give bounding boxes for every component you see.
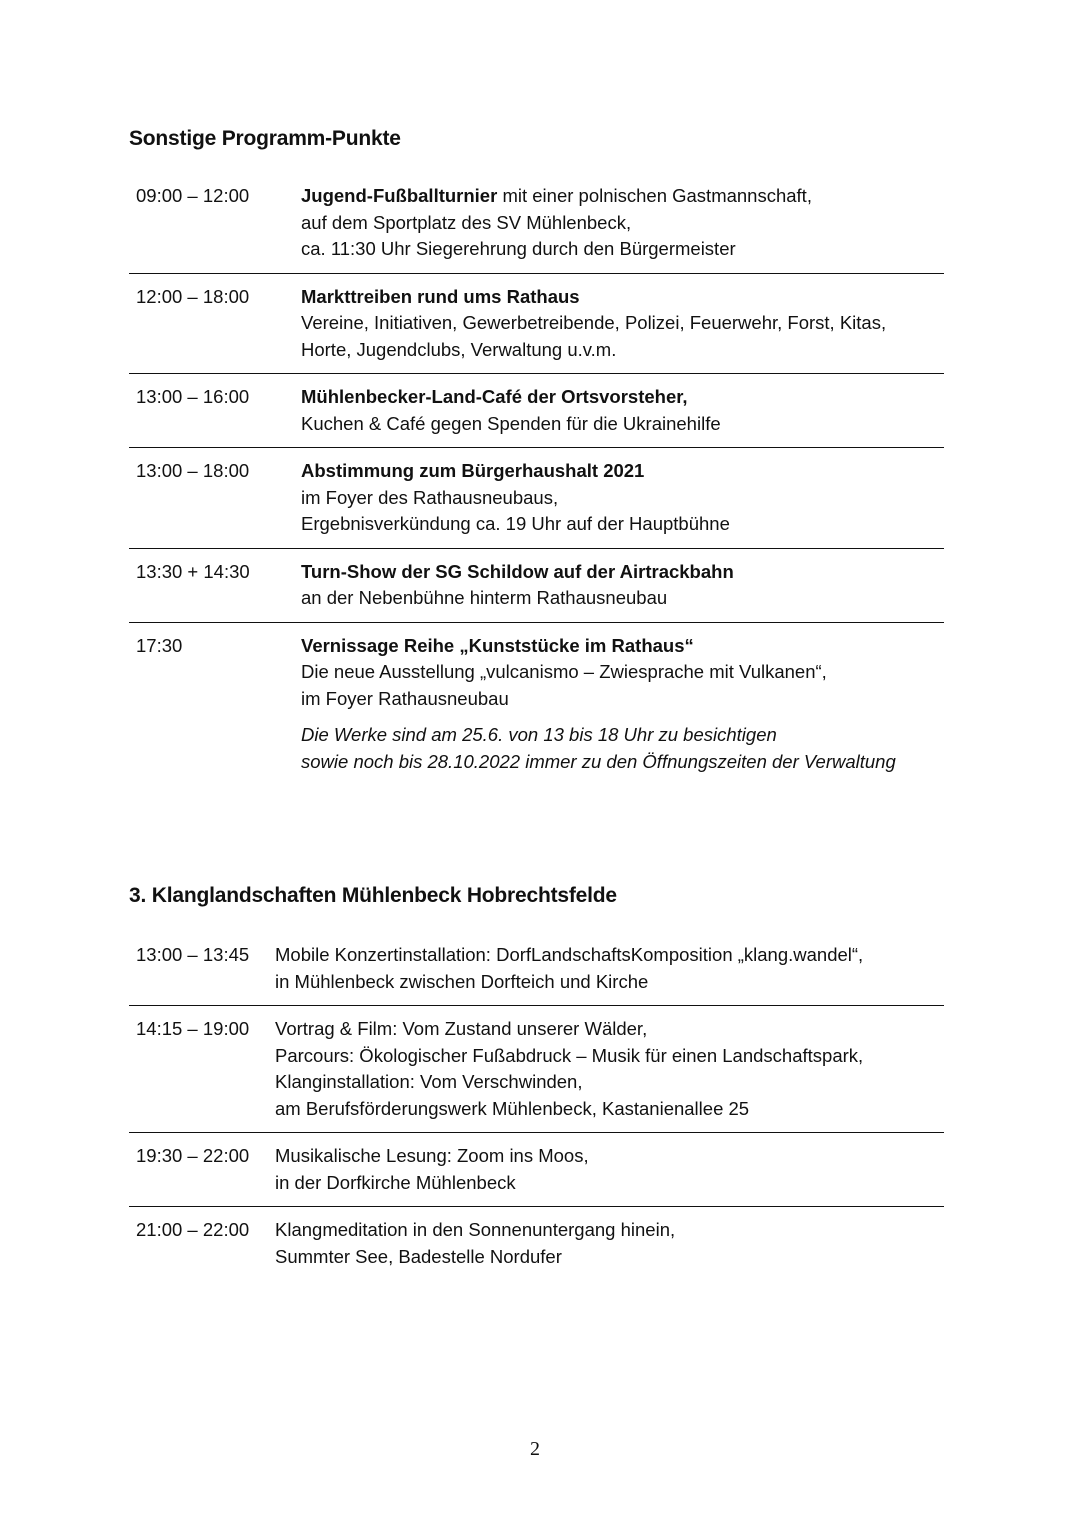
event-line: im Foyer des Rathausneubaus, — [301, 486, 559, 508]
time-slot: 13:00 – 16:00 — [136, 386, 250, 407]
event-note — [301, 722, 896, 775]
event-line: Klangmeditation in den Sonnenuntergang hinein, — [275, 1219, 676, 1240]
event-line: auf dem Sportplatz des SV Mühlenbeck, — [301, 211, 632, 233]
time-slot: 09:00 – 12:00 — [136, 185, 250, 206]
note-line: Die Werke sind am 25.6. von 13 bis 18 Uhr zu besichtigen — [301, 724, 777, 745]
event-line: Vortrag & Film: Vom Zustand unserer Wälder, — [275, 1018, 648, 1039]
schedule-row — [129, 448, 944, 549]
schedule-row — [129, 623, 944, 786]
event-line: Horte, Jugendclubs, Verwaltung u.v.m. — [301, 338, 617, 360]
event-title-rest: mit einer polnischen Gastmannschaft, — [497, 185, 812, 206]
time-slot: 19:30 – 22:00 — [136, 1145, 250, 1166]
section-heading: 3. Klanglandschaften Mühlenbeck Hobrechtsfelde — [129, 884, 617, 907]
event-title: Vernissage Reihe „Kunststücke im Rathaus“ — [301, 634, 694, 656]
event-description — [301, 458, 730, 538]
schedule-row — [129, 274, 944, 375]
event-line: Ergebnisverkündung ca. 19 Uhr auf der Hauptbühne — [301, 513, 730, 534]
event-line: in der Dorfkirche Mühlenbeck — [275, 1171, 516, 1193]
event-title: Markttreiben rund ums Rathaus — [301, 285, 580, 307]
schedule-row — [129, 174, 944, 274]
section-heading: Sonstige Programm-Punkte — [129, 127, 401, 150]
time-slot: 12:00 – 18:00 — [136, 285, 250, 307]
event-line: an der Nebenbühne hinterm Rathausneubau — [301, 587, 668, 608]
event-description — [301, 633, 896, 776]
time-slot: 14:15 – 19:00 — [136, 1018, 250, 1039]
event-title: Turn-Show der SG Schildow auf der Airtrackbahn — [301, 560, 734, 582]
event-description — [275, 1016, 863, 1122]
event-line: Parcours: Ökologischer Fußabdruck – Musik für einen Landschaftspark, — [275, 1044, 864, 1066]
event-line: Vereine, Initiativen, Gewerbetreibende, Polizei, Feuerwehr, Forst, Kitas, — [301, 312, 887, 333]
time-slot: 21:00 – 22:00 — [136, 1219, 250, 1240]
time-slot: 13:30 + 14:30 — [136, 560, 250, 582]
event-line: in Mühlenbeck zwischen Dorfteich und Kirche — [275, 970, 649, 992]
schedule-row — [129, 549, 944, 623]
event-title: Mühlenbecker-Land-Café der Ortsvorsteher, — [301, 386, 688, 407]
event-line: Mobile Konzertinstallation: DorfLandschaftsKomposition „klang.wandel“, — [275, 944, 864, 965]
schedule-row — [129, 1006, 944, 1133]
event-description — [301, 559, 734, 612]
event-description — [301, 183, 812, 263]
section-sonstige-programm-punkte — [129, 125, 944, 785]
schedule-row — [129, 1207, 944, 1280]
page-number: 2 — [530, 1438, 540, 1460]
event-title: Jugend-Fußballturnier — [301, 185, 498, 206]
event-title: Abstimmung zum Bürgerhaushalt 2021 — [301, 460, 645, 481]
event-description — [301, 384, 721, 437]
schedule-row — [129, 934, 944, 1006]
event-description — [275, 1143, 589, 1196]
event-line: Summter See, Badestelle Nordufer — [275, 1245, 562, 1267]
event-line: Kuchen & Café gegen Spenden für die Ukrainehilfe — [301, 412, 721, 434]
schedule-row — [129, 1133, 944, 1207]
time-slot: 13:00 – 18:00 — [136, 460, 250, 481]
event-description — [275, 942, 863, 995]
note-line: sowie noch bis 28.10.2022 immer zu den Öffnungszeiten der Verwaltung — [301, 750, 896, 772]
event-line: ca. 11:30 Uhr Siegerehrung durch den Bürgermeister — [301, 238, 736, 259]
time-slot: 13:00 – 13:45 — [136, 944, 250, 965]
section-klanglandschaften — [129, 882, 944, 1280]
event-line: im Foyer Rathausneubau — [301, 687, 509, 709]
event-line: Musikalische Lesung: Zoom ins Moos, — [275, 1145, 589, 1166]
time-slot: 17:30 — [136, 634, 183, 656]
event-description — [275, 1217, 675, 1270]
event-line: Die neue Ausstellung „vulcanismo – Zwiesprache mit Vulkanen“, — [301, 661, 827, 682]
event-description — [301, 284, 886, 364]
event-line: am Berufsförderungswerk Mühlenbeck, Kastanienallee 25 — [275, 1097, 750, 1119]
schedule-row — [129, 374, 944, 448]
event-line: Klanginstallation: Vom Verschwinden, — [275, 1071, 583, 1092]
